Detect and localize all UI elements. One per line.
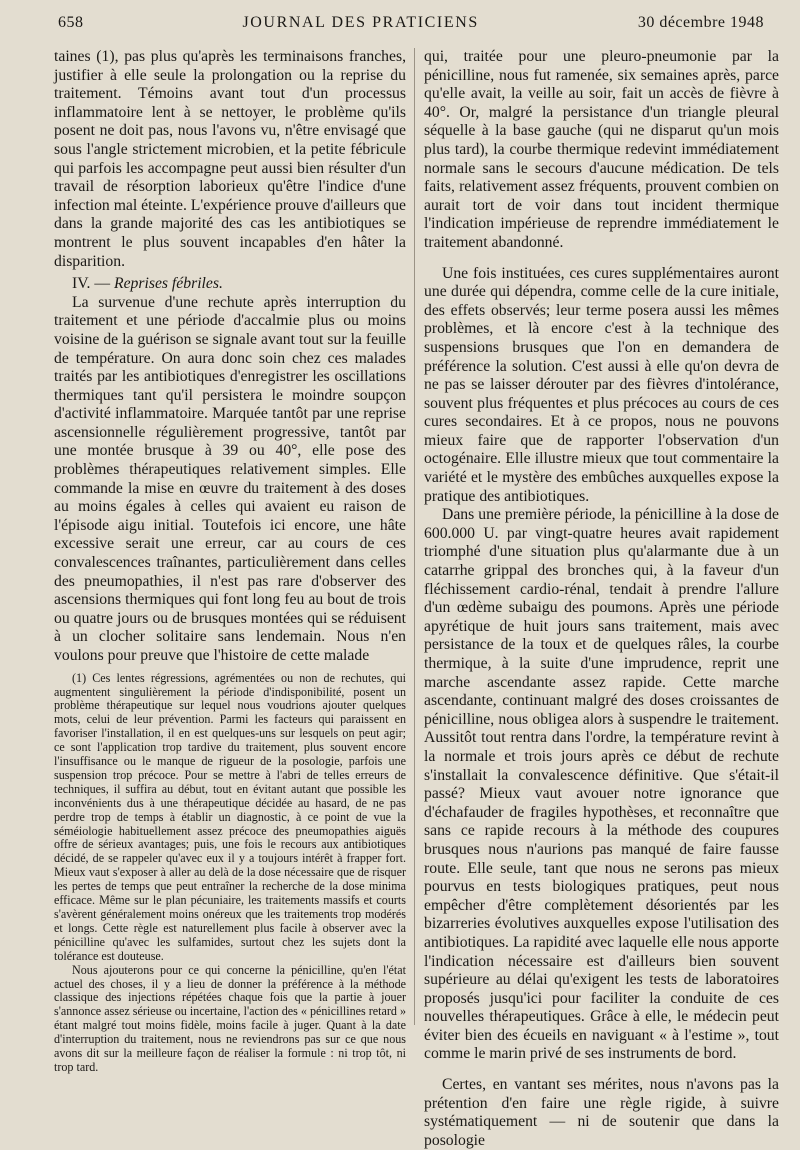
footnote: (1) Ces lentes régressions, agrémentées ou non de rechutes, qui augmentent singulièrement la période d'indisponibilité, posent un problème thérapeutique sur lequel nous voudrions ajouter quelques mots, celui de leur prévention. Parmi les facteurs qui paraissent en favoriser l'installation, il en est quelques-uns sur lesquels on peut agir; ce sont l'application trop tardive du traitement, plus souvent encore l'insuffisance ou le manque de rigueur de la posologie, parfois une suspension trop précoce. Pour se mettre à l'abri de telles erreurs de techniques, il suffira au début, tout en évitant autant que possible les inconvénients dus à une thérapeutique décidée au hasard, de ne pas perdre trop de temps à établir un diagnostic, à ce point de vue la séméiologie habituellement assez précoce des pneumopathies aiguës offre de sérieux avantages; puis, une fois le recours aux antibiotiques décidé, de se rappeler qu'avec eux il y a toujours intérêt à frapper fort. Mieux vaut s'exposer à aller au delà de la dose nécessaire que de risquer les pertes de temps que peut entraîner la recherche de la dose minima efficace. Même sur le plan pécuniaire, les traitements massifs et courts s'avèrent généralement moins onéreux que les traitements trop modérés et longs. Cette règle est naturellement plus facile à observer avec la pénicilline qu'avec les sulfamides, surtout chez les sujets dont la tolérance est douteuse. (54, 670, 406, 963)
paragraph: La survenue d'une rechute après interruption du traitement et une période d'accalmie plus ou moins voisine de la guérison se signale avant tout sur la feuille de température. On aura donc soin chez ces malades traités par les antibiotiques d'enregistrer les oscillations thermiques tant qu'il persistera le moindre soupçon d'activité inflammatoire. Marquée tantôt par une reprise ascensionnelle régulièrement progressive, tantôt par une montée brusque à 39 ou 40°, elle pose des problèmes thérapeutiques relativement simples. Elle commande la mise en œuvre du traitement à des doses au moins égales à celles qui avaient eu raison de l'épisode aigu initial. Toutefois ici encore, une hâte excessive serait une erreur, car au cours de ces convalescences traînantes, particulièrement dans celles des pneumopathies, il n'est pas rare d'observer des ascensions thermiques qui font long feu au bout de trois ou quatre jours ou de brusques montées qui se réduisent à un clocher solitaire sans lendemain. Nous n'en voulons pour preuve que l'histoire de cette malade (54, 293, 406, 664)
paragraph: Certes, en vantant ses mérites, nous n'avons pas la prétention d'en faire une règle rigide, à suivre systématiquement — ni de soutenir que dans la posologie (424, 1076, 779, 1149)
page-number: 658 (58, 14, 84, 31)
paragraph: taines (1), pas plus qu'après les terminaisons franches, justifier à elle seule la prolongation ou la reprise du traitement. Témoins avant tout d'un processus inflammatoire lent à se nettoyer, le problème qu'ils posent ne doit pas, nous l'avons vu, n'être envisagé que sous l'angle strictement microbien, et la petite fébricule qui parfois les accompagne peut aussi bien résulter d'un travail de résorption laborieux qu'être l'indice d'une infection mal éteinte. L'expérience prouve d'ailleurs que dans la grande majorité des cas les antibiotiques se montrent le plus souvent incapables d'en hâter la disparition. (54, 48, 406, 270)
page-header (58, 14, 764, 36)
paragraph: Une fois instituées, ces cures supplémentaires auront une durée qui dépendra, comme celle de la cure initiale, des effets observés; leur terme posera aussi les mêmes problèmes, et là encore c'est à la technique des suspensions brusques que l'on en demandera de préférence la solution. C'est aussi à elle qu'on devra de ne pas se laisser dérouter par des fièvres d'intolérance, souvent plus fréquentes et plus précoces au cours de ces cures secondaires. Et à ce propos, nous ne pouvons mieux faire que de rapporter l'observation d'un octogénaire. Elle illustre mieux que tout commentaire la variété et le mystère des embûches auxquelles expose la pratique des antibiotiques. (424, 264, 779, 505)
paragraph: qui, traitée pour une pleuro-pneumonie par la pénicilline, nous fut ramenée, six semaines après, parce qu'elle avait, la veille au soir, fait un accès de fièvre à 40°. Or, malgré la persistance d'un triangle pleural séquelle à la base gauche (qui ne disparut qu'un mois plus tard), la courbe thermique redevint immédiatement normale sans le secours d'aucune médication. De tels faits, relativement assez fréquents, prouvent combien on aurait tort de voir dans tout incident thermique l'indication impérieuse de reprendre immédiatement le traitement abandonné. (424, 48, 779, 251)
section-title: Reprises fébriles. (113, 275, 223, 293)
journal-title: JOURNAL DES PRATICIENS (242, 14, 479, 31)
paragraph: Dans une première période, la pénicilline à la dose de 600.000 U. par vingt-quatre heures avait rapidement triomphé d'une situation plus qu'alarmante due à un catarrhe grippal des bronches qui, à la faveur d'un fléchissement cardio-rénal, tendait à prendre l'allure d'un œdème subaigu des poumons. Après une période apyrétique de huit jours sans traitement, mais avec persistance de la toux et de quelques râles, la courbe thermique, à la suite d'une imprudence, reprit une marche ascendante assez rapide. Cette marche ascendante, continuant malgré des doses croissantes de pénicilline, nous obligea alors à suspendre le traitement. Aussitôt tout rentra dans l'ordre, la température revint à la normale et trois jours après ce début de rechute s'installait la convalescence définitive. Que s'était-il passé? Mieux vaut avouer notre ignorance que d'échafauder de fragiles hypothèses, et reconnaître que sans ce rapide recours à la méthode des coupures brusques nous n'aurions pas manqué de faire fausse route. Elle seule, tant que nous ne serons pas mieux pourvus en tests biologiques pratiques, peut nous empêcher d'être complètement désorientés par les bizarreries évolutives auxquelles expose l'utilisation des antibiotiques. La rapidité avec laquelle elle nous apporte l'indication nécessaire est d'ailleurs bien souvent supérieure au délai qu'exigent les tests de laboratoires proposés jusqu'ici pour faciliter la conduite de ces nouvelles thérapeutiques. Grâce à elle, le médecin peut éviter bien des écueils en naviguant « à l'estime », tout comme le marin privé de ses instruments de bord. (424, 506, 779, 1063)
footnote: Nous ajouterons pour ce qui concerne la pénicilline, qu'en l'état actuel des choses, il y a lieu de donner la préférence à la méthode classique des injections répétées chaque fois que la partie à jouer s'annonce assez sérieuse ou incertaine, l'action des « pénicillines retard » étant malgré tout moins fidèle, moins facile à juger. Quant à la date d'interruption du traitement, nous ne reviendrons pas sur ce que nous avons dit sur la meilleure façon de réaliser la formule : ni trop tôt, ni trop tard. (54, 962, 406, 1074)
section-heading (72, 275, 406, 294)
right-column (424, 48, 779, 1149)
column-divider (414, 48, 415, 1025)
issue-date: 30 décembre 1948 (637, 14, 764, 31)
left-column (54, 48, 406, 1074)
section-number: IV. — (72, 275, 111, 293)
